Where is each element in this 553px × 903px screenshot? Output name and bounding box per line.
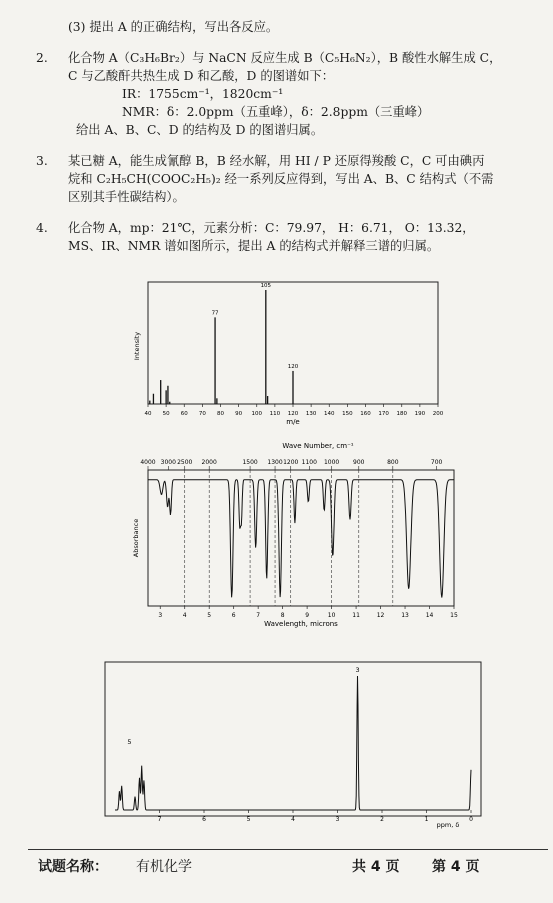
ir-top-tick-label: 1200 xyxy=(283,459,299,466)
footer-subject: 有机化学 xyxy=(136,859,192,875)
footer-current-page: 第 4 页 xyxy=(432,859,480,875)
ms-x-tick-label: 200 xyxy=(432,411,444,417)
nmr-x-tick-label: 6 xyxy=(202,816,206,823)
ir-x-tick-label: 10 xyxy=(327,612,336,619)
ir-top-tick-label: 1100 xyxy=(301,459,317,466)
nmr-x-tick-label: 4 xyxy=(291,816,295,823)
question-number: 2. xyxy=(36,51,48,65)
nmr-trace xyxy=(115,676,471,810)
ir-top-tick-label: 1500 xyxy=(242,459,258,466)
ms-x-tick-label: 40 xyxy=(144,411,152,417)
ms-x-tick-label: 90 xyxy=(235,411,243,417)
question-4-line-1: 化合物 A，mp：21℃，元素分析：C：79.97， H：6.71， O：13.32， xyxy=(68,221,475,235)
ir-spectrum-chart xyxy=(118,436,468,628)
ir-top-tick-label: 800 xyxy=(387,459,399,466)
nmr-x-tick-label: 7 xyxy=(157,816,162,823)
footer-total-pages: 共 4 页 xyxy=(352,859,400,875)
ms-peak-label: 77 xyxy=(211,310,219,317)
ir-x-tick-label: 3 xyxy=(158,612,163,619)
footer-divider xyxy=(28,849,548,850)
question-3-line-1: 某已糖 A，能生成氰醇 B，B 经水解，用 HI / P 还原得羧酸 C，C 可由碘丙 xyxy=(68,154,485,168)
ir-x-tick-label: 8 xyxy=(280,612,285,619)
question-4 xyxy=(36,219,475,255)
ms-x-tick-label: 180 xyxy=(396,411,407,417)
question-2-ir-data: IR：1755cm⁻¹，1820cm⁻¹ xyxy=(122,87,284,101)
ir-x-axis-label: Wavelength, microns xyxy=(264,620,338,628)
ms-x-tick-label: 60 xyxy=(180,411,188,417)
ir-x-tick-label: 14 xyxy=(425,612,434,619)
ms-peak-label: 105 xyxy=(260,283,272,289)
question-part-3 xyxy=(68,18,278,36)
ms-x-tick-label: 110 xyxy=(269,411,281,417)
ir-top-tick-label: 3000 xyxy=(160,459,176,466)
question-3-line-3: 区别其手性碳结构）。 xyxy=(68,190,185,204)
ir-top-tick-label: 900 xyxy=(353,459,365,466)
nmr-x-axis-label: ppm, δ xyxy=(436,821,460,829)
ir-y-axis-label: Absorbance xyxy=(132,518,140,558)
nmr-x-tick-label: 2 xyxy=(380,816,384,823)
ms-x-tick-label: 160 xyxy=(360,411,371,417)
ir-x-tick-label: 4 xyxy=(182,612,187,619)
question-part-3-text: (3) 提出 A 的正确结构，写出各反应。 xyxy=(68,20,279,34)
question-2-line-1: 化合物 A（C₃H₆Br₂）与 NaCN 反应生成 B（C₅H₆N₂），B 酸性水解生成 C， xyxy=(68,51,502,65)
question-2-line-2: C 与乙酸酐共热生成 D 和乙酸，D 的图谱如下： xyxy=(68,69,335,83)
nmr-x-tick-label: 0 xyxy=(469,816,473,823)
ir-top-tick-label: 700 xyxy=(430,459,443,466)
mass-spectrum-chart xyxy=(128,276,458,426)
ir-x-tick-label: 12 xyxy=(376,612,385,619)
ir-x-tick-label: 6 xyxy=(231,612,236,619)
question-number: 4. xyxy=(36,221,48,235)
ir-trace xyxy=(148,480,454,598)
question-3-line-2: 烷和 C₂H₅CH(COOC₂H₅)₂ 经一系列反应得到，写出 A、B、C 结构式（不需 xyxy=(68,172,494,186)
ms-x-tick-label: 120 xyxy=(287,411,299,417)
question-4-line-2: MS、IR、NMR 谱如图所示，提出 A 的结构式并解释三谱的归属。 xyxy=(68,239,440,253)
question-2-line-5: 给出 A、B、C、D 的结构及 D 的图谱归属。 xyxy=(76,123,324,137)
question-2 xyxy=(36,49,546,139)
question-2-nmr-data: NMR：δ：2.0ppm（五重峰），δ：2.8ppm（三重峰） xyxy=(122,105,430,119)
ir-x-tick-label: 15 xyxy=(450,612,458,619)
nmr-integration-label: 3 xyxy=(355,666,360,674)
ir-top-tick-label: 1300 xyxy=(267,459,283,466)
ir-top-tick-label: 2500 xyxy=(177,459,193,466)
ms-x-tick-label: 70 xyxy=(198,411,206,417)
ir-top-tick-label: 1000 xyxy=(323,459,340,466)
ir-x-tick-label: 13 xyxy=(401,612,409,619)
ms-y-axis-label: Intensity xyxy=(133,331,141,361)
footer-subject-label: 试题名称： xyxy=(38,859,108,875)
nmr-spectrum-chart xyxy=(100,656,486,836)
nmr-x-tick-label: 5 xyxy=(246,816,251,823)
nmr-x-tick-label: 1 xyxy=(424,816,429,823)
ms-x-tick-label: 140 xyxy=(324,411,335,417)
ms-x-tick-label: 50 xyxy=(162,411,170,417)
ir-x-tick-label: 5 xyxy=(207,612,212,619)
ir-x-tick-label: 9 xyxy=(305,612,310,619)
ms-x-tick-label: 190 xyxy=(414,411,426,417)
ir-top-tick-label: 4000 xyxy=(140,459,156,466)
nmr-integration-label: 5 xyxy=(127,737,132,746)
question-3 xyxy=(36,152,493,206)
nmr-x-tick-label: 3 xyxy=(335,816,340,823)
ms-peak-label: 120 xyxy=(287,363,299,370)
question-number: 3. xyxy=(36,154,48,168)
ms-x-tick-label: 130 xyxy=(305,411,317,417)
ms-x-tick-label: 100 xyxy=(251,411,262,417)
ir-x-tick-label: 7 xyxy=(256,612,261,619)
ms-x-tick-label: 170 xyxy=(378,411,389,417)
ir-top-tick-label: 2000 xyxy=(201,459,217,466)
ms-x-axis-label: m/e xyxy=(286,418,300,426)
ir-top-axis-label: Wave Number, cm⁻¹ xyxy=(282,442,354,450)
ir-x-tick-label: 11 xyxy=(352,612,360,619)
ms-x-tick-label: 150 xyxy=(342,411,353,417)
nmr-plot-frame xyxy=(105,662,481,816)
ms-x-tick-label: 80 xyxy=(217,411,224,417)
